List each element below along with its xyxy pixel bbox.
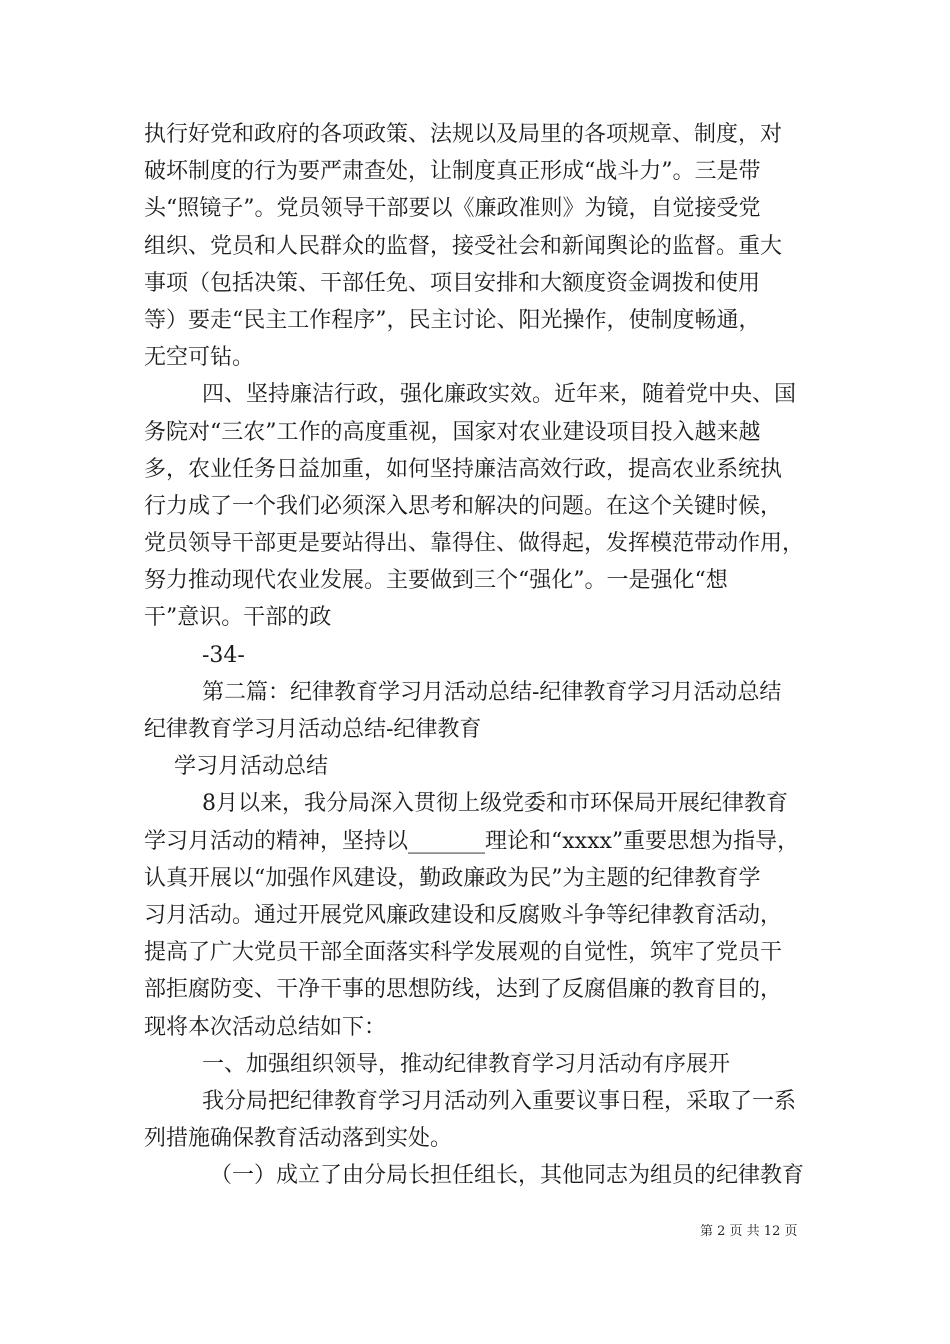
text-line: 提高了广大党员干部全面落实科学发展观的自觉性，筑牢了党员干: [144, 940, 783, 966]
text-line: 纪律教育学习月活动总结-纪律教育: [144, 717, 482, 742]
text-line: 破坏制度的行为要严肃查处，让制度真正形成“战斗力”。三是带: [144, 159, 761, 185]
text-line: 无空可钻。: [144, 345, 255, 371]
text-line: 党员领导干部更是要站得出、靠得住、做得起，发挥模范带动作用，: [144, 531, 805, 557]
text-line: 我分局把纪律教育学习月活动列入重要议事日程，采取了一系: [202, 1088, 797, 1114]
text-line: 部拒腐防变、干净干事的思想防线，达到了反腐倡廉的教育目的，: [144, 977, 783, 1003]
text-line: 习月活动。通过开展党风廉政建设和反腐败斗争等纪律教育活动，: [144, 902, 783, 928]
text-line: 认真开展以“加强作风建设，勤政廉政为民”为主题的纪律教育学: [144, 865, 761, 891]
text-line: 四、坚持廉洁行政，强化廉政实效。近年来，随着党中央、国: [202, 382, 797, 408]
text-line: 务院对“三农”工作的高度重视，国家对农业建设项目投入越来越: [144, 419, 761, 445]
text-line: 列措施确保教育活动落到实处。: [144, 1126, 453, 1152]
text-line: 第二篇：纪律教育学习月活动总结-纪律教育学习月活动总结: [202, 679, 782, 705]
text-line: 现将本次活动总结如下：: [144, 1014, 387, 1040]
text-line: 行力成了一个我们必须深入思考和解决的问题。在这个关键时候，: [144, 493, 783, 519]
text-line: 组织、党员和人民群众的监督，接受社会和新闻舆论的监督。重大: [144, 233, 783, 259]
page-number-footer: 第 2 页 共 12 页: [700, 1224, 798, 1239]
document-body: [144, 116, 812, 1194]
text-line: （一）成立了由分局长担任组长，其他同志为组员的纪律教育: [210, 1163, 805, 1189]
text-line: 执行好党和政府的各项政策、法规以及局里的各项规章、制度，对: [144, 122, 783, 147]
text-line: 事项（包括决策、干部任免、项目安排和大额度资金调拨和使用: [144, 270, 761, 296]
text-line: 努力推动现代农业发展。主要做到三个“强化”。一是强化“想: [144, 568, 728, 594]
text-line: 一、加强组织领导，推动纪律教育学习月活动有序展开: [202, 1051, 731, 1077]
text-line: 干”意识。干部的政: [144, 605, 332, 631]
text-line: 等）要走“民主工作程序”，民主讨论、阳光操作，使制度畅通，: [144, 307, 761, 333]
text-line: 学习月活动的精神，坚持以_______理论和“xxxx”重要思想为指导，: [144, 828, 800, 854]
text-line: 头“照镜子”。党员领导干部要以《廉政准则》为镜，自觉接受党: [144, 196, 761, 222]
text-line: 学习月活动总结: [174, 754, 329, 780]
text-line: 8月以来，我分局深入贯彻上级党委和市环保局开展纪律教育: [202, 791, 788, 817]
text-line: -34-: [202, 642, 245, 668]
text-line: 多，农业任务日益加重，如何坚持廉洁高效行政，提高农业系统执: [144, 456, 783, 482]
